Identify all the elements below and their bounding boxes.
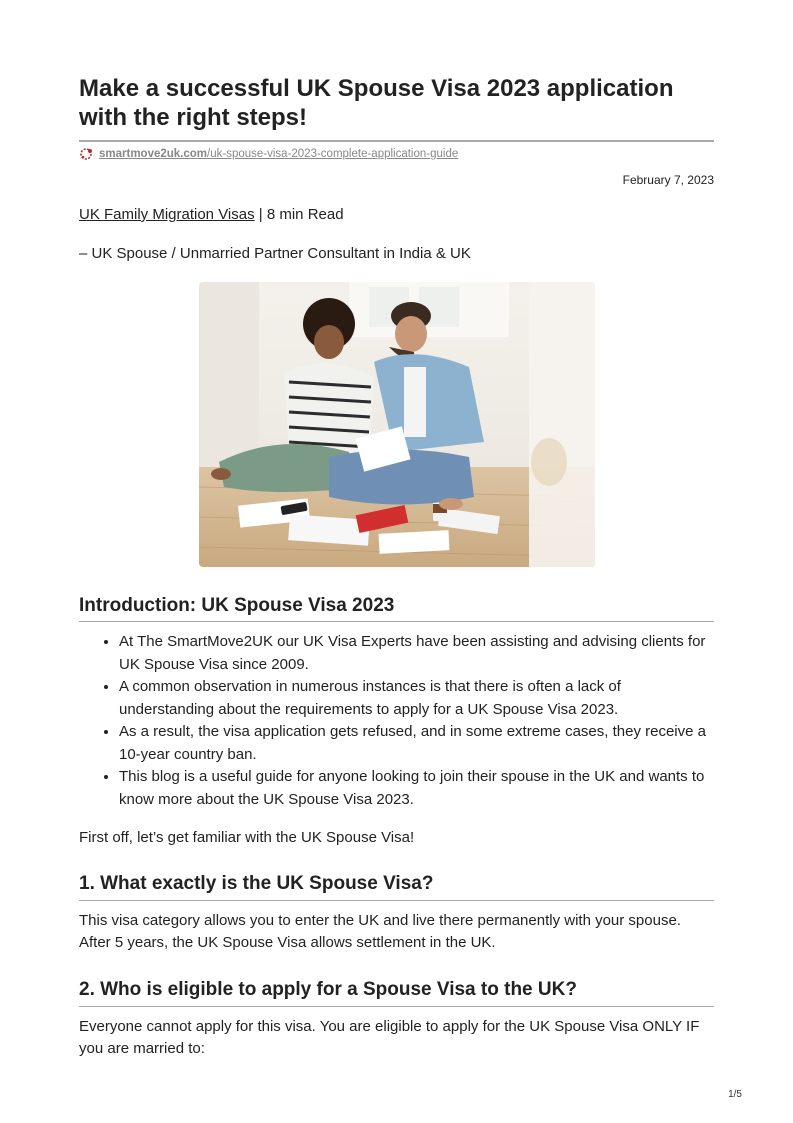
hero-image bbox=[199, 282, 595, 567]
subtitle: – UK Spouse / Unmarried Partner Consultant in India & UK bbox=[79, 245, 471, 262]
list-item: • At The SmartMove2UK our UK Visa Experts have been assisting and advising clients for UK Spouse Visa since 2009. bbox=[119, 631, 714, 676]
section-divider bbox=[79, 900, 714, 901]
meta-line bbox=[79, 206, 344, 223]
section-heading-eligibility: 2. Who is eligible to apply for a Spouse Visa to the UK? bbox=[79, 979, 577, 1000]
introduction-bullet-list bbox=[79, 631, 714, 811]
couple-documents-illustration bbox=[199, 282, 595, 567]
title-divider bbox=[79, 140, 714, 142]
publish-date: February 7, 2023 bbox=[622, 173, 714, 187]
category-link[interactable]: UK Family Migration Visas bbox=[79, 206, 255, 223]
source-path: /uk-spouse-visa-2023-complete-application-guide bbox=[207, 148, 459, 160]
what-is-paragraph: This visa category allows you to enter the UK and live there permanently with your spouse. After 5 years, the UK Spouse Visa allows settlement in the UK. bbox=[79, 912, 681, 951]
page-title: Make a successful UK Spouse Visa 2023 application with the right steps! bbox=[79, 75, 674, 131]
list-item: • This blog is a useful guide for anyone looking to join their spouse in the UK and wants to know more about the UK Spouse Visa 2023. bbox=[119, 766, 714, 811]
section-divider bbox=[79, 1006, 714, 1007]
section-heading-what-is: 1. What exactly is the UK Spouse Visa? bbox=[79, 873, 434, 894]
list-item: • A common observation in numerous instances is that there is often a lack of understanding about the requirements to apply for a UK Spouse Visa 2023. bbox=[119, 676, 714, 721]
section-heading-introduction: Introduction: UK Spouse Visa 2023 bbox=[79, 595, 395, 616]
source-host: smartmove2uk.com bbox=[99, 148, 208, 160]
eligibility-paragraph: Everyone cannot apply for this visa. You are eligible to apply for the UK Spouse Visa ONLY IF you are married to: bbox=[79, 1018, 700, 1057]
list-item: • As a result, the visa application gets refused, and in some extreme cases, they receive a 10-year country ban. bbox=[119, 721, 714, 766]
source-line bbox=[79, 146, 458, 162]
page-number: 1/5 bbox=[728, 1089, 742, 1100]
site-logo-icon bbox=[79, 146, 95, 162]
read-time: | 8 min Read bbox=[254, 206, 344, 223]
intro-closing-paragraph: First off, let’s get familiar with the UK Spouse Visa! bbox=[79, 829, 415, 846]
source-link[interactable] bbox=[99, 148, 458, 160]
section-divider bbox=[79, 621, 714, 622]
